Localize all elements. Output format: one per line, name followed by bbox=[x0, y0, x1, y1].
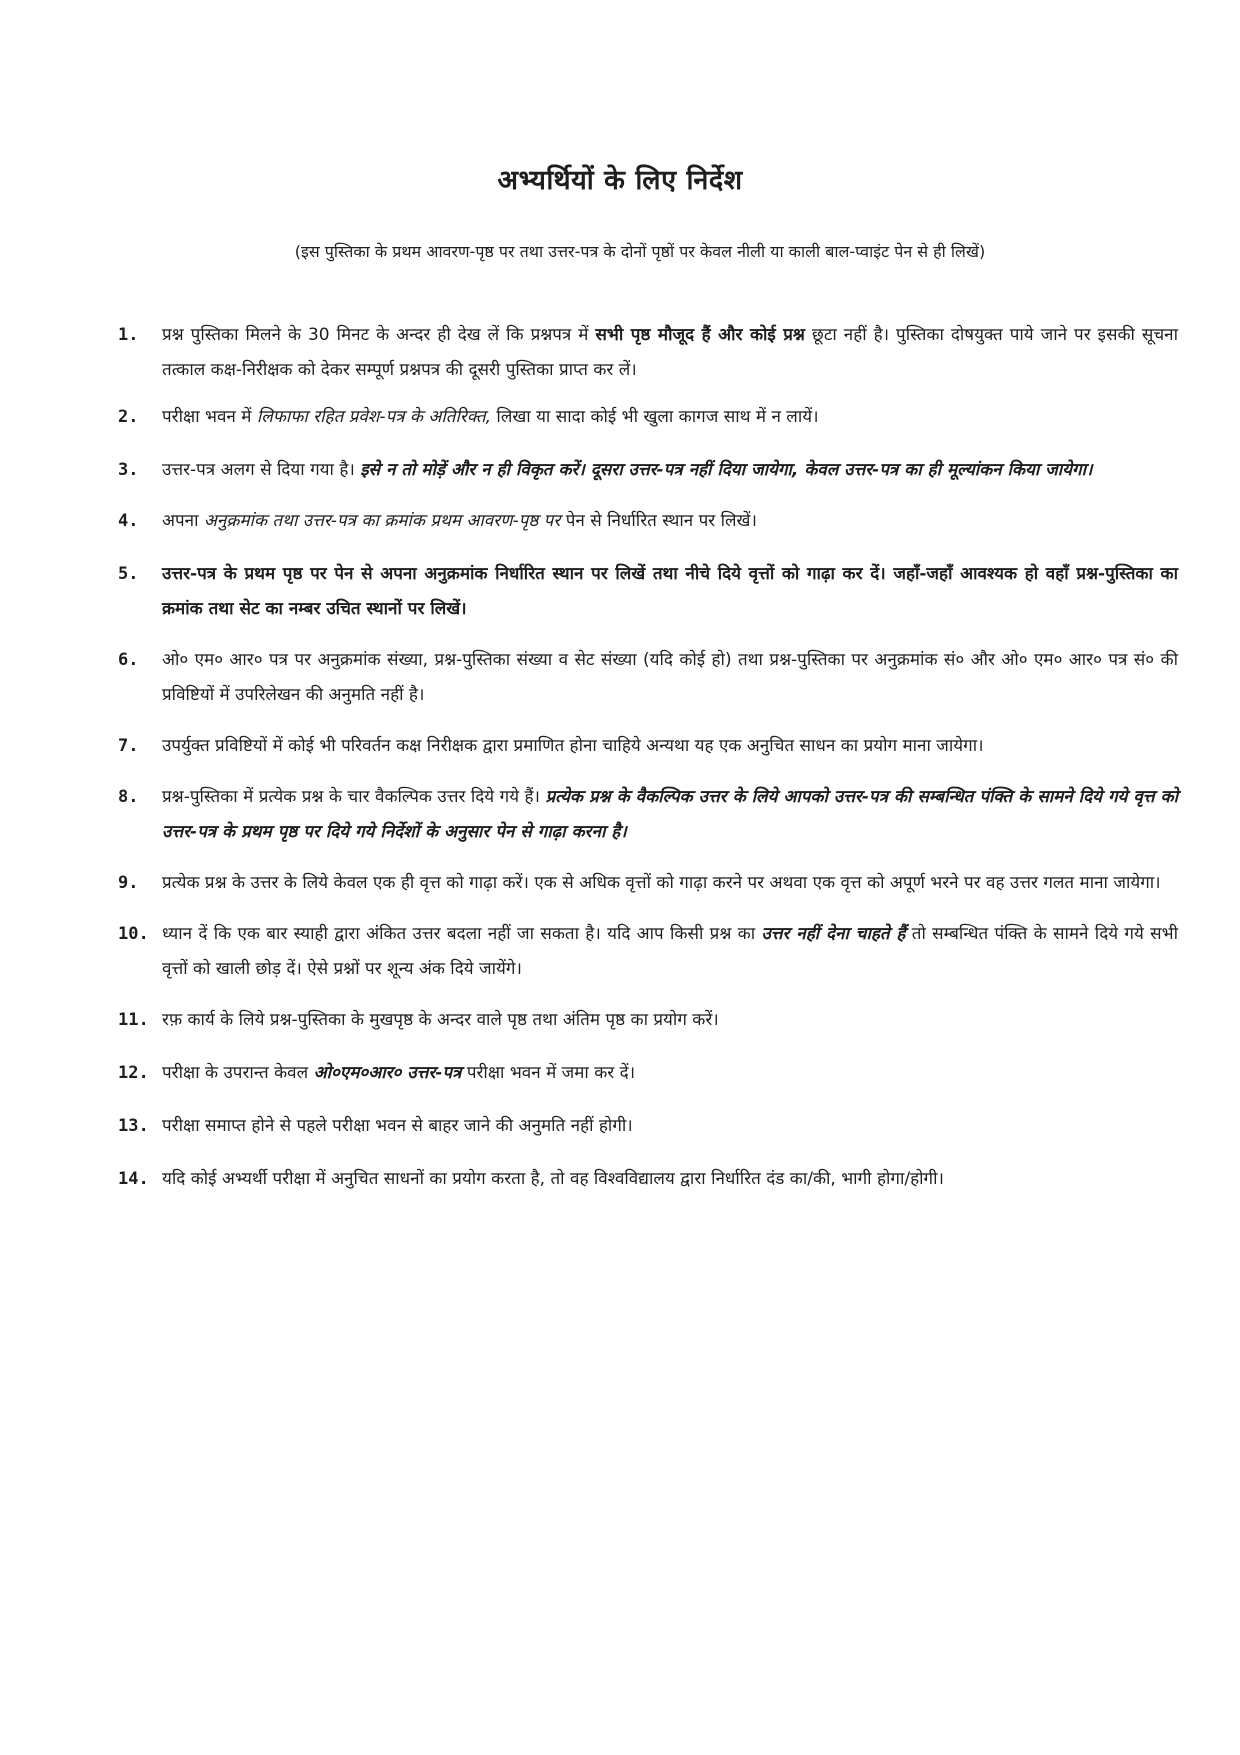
instruction-item-14 bbox=[118, 1162, 1178, 1197]
instruction-text-italic: लिफाफा रहित प्रवेश-पत्र के अतिरिक्त, bbox=[256, 407, 492, 427]
instruction-text: तो सम्बन्धित पंक्ति के सामने दिये गये सभी वृत्तों को खाली छोड़ दें। ऐसे प्रश्नों पर शून्य अंक दिये जायेंगे। bbox=[162, 924, 1178, 979]
instruction-item-11 bbox=[118, 1003, 1178, 1038]
instruction-list bbox=[118, 318, 1178, 1197]
instruction-text: रफ़ कार्य के लिये प्रश्न-पुस्तिका के मुखपृष्ठ के अन्दर वाले पृष्ठ तथा अंतिम पृष्ठ का प्रयोग करें। bbox=[162, 1010, 719, 1030]
instruction-item-9 bbox=[118, 866, 1178, 901]
instruction-text: प्रत्येक प्रश्न के उत्तर के लिये केवल एक ही वृत्त को गाढ़ा करें। एक से अधिक वृत्तों को गाढ़ा करने पर अथवा एक वृत्त को अपूर्ण भरने पर वह उत्तर गलत माना जायेगा। bbox=[162, 873, 1161, 893]
instruction-number: 7. bbox=[118, 736, 139, 756]
instruction-text-bold: सभी पृष्ठ मौजूद हैं और कोई प्रश्न bbox=[595, 325, 805, 345]
instruction-text: ओ० एम० आर० पत्र पर अनुक्रमांक संख्या, प्रश्न-पुस्तिका संख्या व सेट संख्या (यदि कोई हो) तथा प्रश्न-पुस्तिका पर अनुक्रमांक सं० और ओ० एम० आर० पत्र सं० की प्रविष्टियों में उपरिलेखन की अनुमति नहीं है। bbox=[162, 650, 1178, 705]
instruction-item-2 bbox=[118, 400, 1178, 435]
instruction-text-bold-italic: प्रत्येक प्रश्न के वैकल्पिक उत्तर के लिये आपको उत्तर-पत्र की सम्बन्धित पंक्ति के सामने दिये गये वृत्त को उत्तर-पत्र के प्रथम पृष्ठ पर दिये गये निर्देशों के अनुसार पेन से गाढ़ा करना है। bbox=[162, 787, 1178, 842]
instruction-text-italic: अनुक्रमांक तथा उत्तर-पत्र का क्रमांक प्रथम आवरण-पृष्ठ पर bbox=[203, 511, 561, 531]
instruction-text-bold-italic: इसे न तो मोड़ें और न ही विकृत करें। दूसरा उत्तर-पत्र नहीं दिया जायेगा, केवल उत्तर-पत्र का ही मूल्यांकन किया जायेगा। bbox=[360, 460, 1093, 480]
instruction-item-7 bbox=[118, 729, 1178, 764]
instruction-item-13 bbox=[118, 1109, 1178, 1144]
instruction-text: पेन से निर्धारित स्थान पर लिखें। bbox=[560, 511, 757, 531]
page-title: अभ्यर्थियों के लिए निर्देश bbox=[497, 165, 743, 196]
instruction-text: प्रश्न पुस्तिका मिलने के 30 मिनट के अन्दर ही देख लें कि प्रश्नपत्र में bbox=[162, 325, 596, 345]
instruction-number: 3. bbox=[118, 460, 139, 480]
instruction-text: अपना bbox=[162, 511, 204, 531]
instruction-item-5 bbox=[118, 557, 1178, 627]
instruction-number: 8. bbox=[118, 787, 139, 807]
instruction-text: परीक्षा समाप्त होने से पहले परीक्षा भवन से बाहर जाने की अनुमति नहीं होगी। bbox=[162, 1116, 633, 1136]
instruction-number: 14. bbox=[118, 1169, 149, 1189]
instruction-item-3 bbox=[118, 453, 1178, 488]
instruction-number: 6. bbox=[118, 650, 139, 670]
instruction-number: 9. bbox=[118, 873, 139, 893]
instruction-number: 1. bbox=[118, 325, 139, 345]
instruction-text: प्रश्न-पुस्तिका में प्रत्येक प्रश्न के चार वैकल्पिक उत्तर दिये गये हैं। bbox=[162, 787, 546, 807]
instruction-item-12 bbox=[118, 1056, 1178, 1091]
instruction-number: 12. bbox=[118, 1063, 149, 1083]
instruction-item-10 bbox=[118, 917, 1178, 987]
instruction-number: 13. bbox=[118, 1116, 149, 1136]
page-subtitle: (इस पुस्तिका के प्रथम आवरण-पृष्ठ पर तथा उत्तर-पत्र के दोनों पृष्ठों पर केवल नीली या काली बाल-प्वाइंट पेन से ही लिखें) bbox=[294, 242, 986, 261]
instruction-number: 5. bbox=[118, 564, 139, 584]
instruction-text: परीक्षा के उपरान्त केवल bbox=[162, 1063, 314, 1083]
instruction-text: यदि कोई अभ्यर्थी परीक्षा में अनुचित साधनों का प्रयोग करता है, तो वह विश्वविद्यालय द्वारा निर्धारित दंड का/की, भागी होगा/होगी। bbox=[162, 1169, 944, 1189]
instruction-number: 11. bbox=[118, 1010, 149, 1030]
instruction-item-6 bbox=[118, 643, 1178, 713]
instruction-text: छूटा नहीं है। पुस्तिका दोषयुक्त पाये जाने पर इसकी सूचना तत्काल कक्ष-निरीक्षक को देकर सम्पूर्ण प्रश्नपत्र की दूसरी पुस्तिका प्राप्त कर लें। bbox=[162, 325, 1179, 380]
instruction-text: ध्यान दें कि एक बार स्याही द्वारा अंकित उत्तर बदला नहीं जा सकता है। यदि आप किसी प्रश्न का bbox=[162, 924, 762, 944]
instruction-number: 10. bbox=[118, 924, 149, 944]
instruction-text-bold-italic: उत्तर नहीं देना चाहते हैं bbox=[761, 924, 906, 944]
instruction-item-8 bbox=[118, 780, 1178, 850]
instruction-text: परीक्षा भवन में जमा कर दें। bbox=[461, 1063, 636, 1083]
instruction-text-bold-italic: ओ०एम०आर० उत्तर-पत्र bbox=[313, 1063, 462, 1083]
instruction-number: 2. bbox=[118, 407, 139, 427]
instruction-item-1 bbox=[118, 318, 1178, 388]
instruction-text: परीक्षा भवन में bbox=[162, 407, 257, 427]
instruction-number: 4. bbox=[118, 511, 139, 531]
instruction-text: उत्तर-पत्र अलग से दिया गया है। bbox=[162, 460, 361, 480]
instruction-item-4 bbox=[118, 504, 1178, 539]
instruction-text: उत्तर-पत्र के प्रथम पृष्ठ पर पेन से अपना अनुक्रमांक निर्धारित स्थान पर लिखें तथा नीचे दिये वृत्तों को गाढ़ा कर दें। जहाँ-जहाँ आवश्यक हो वहाँ प्रश्न-पुस्तिका का क्रमांक तथा सेट का नम्बर उचित स्थानों पर लिखें। bbox=[162, 564, 1178, 619]
instruction-text: लिखा या सादा कोई भी खुला कागज साथ में न लायें। bbox=[491, 407, 819, 427]
instruction-text: उपर्युक्त प्रविष्टियों में कोई भी परिवर्तन कक्ष निरीक्षक द्वारा प्रमाणित होना चाहिये अन्यथा यह एक अनुचित साधन का प्रयोग माना जायेगा। bbox=[162, 736, 984, 756]
